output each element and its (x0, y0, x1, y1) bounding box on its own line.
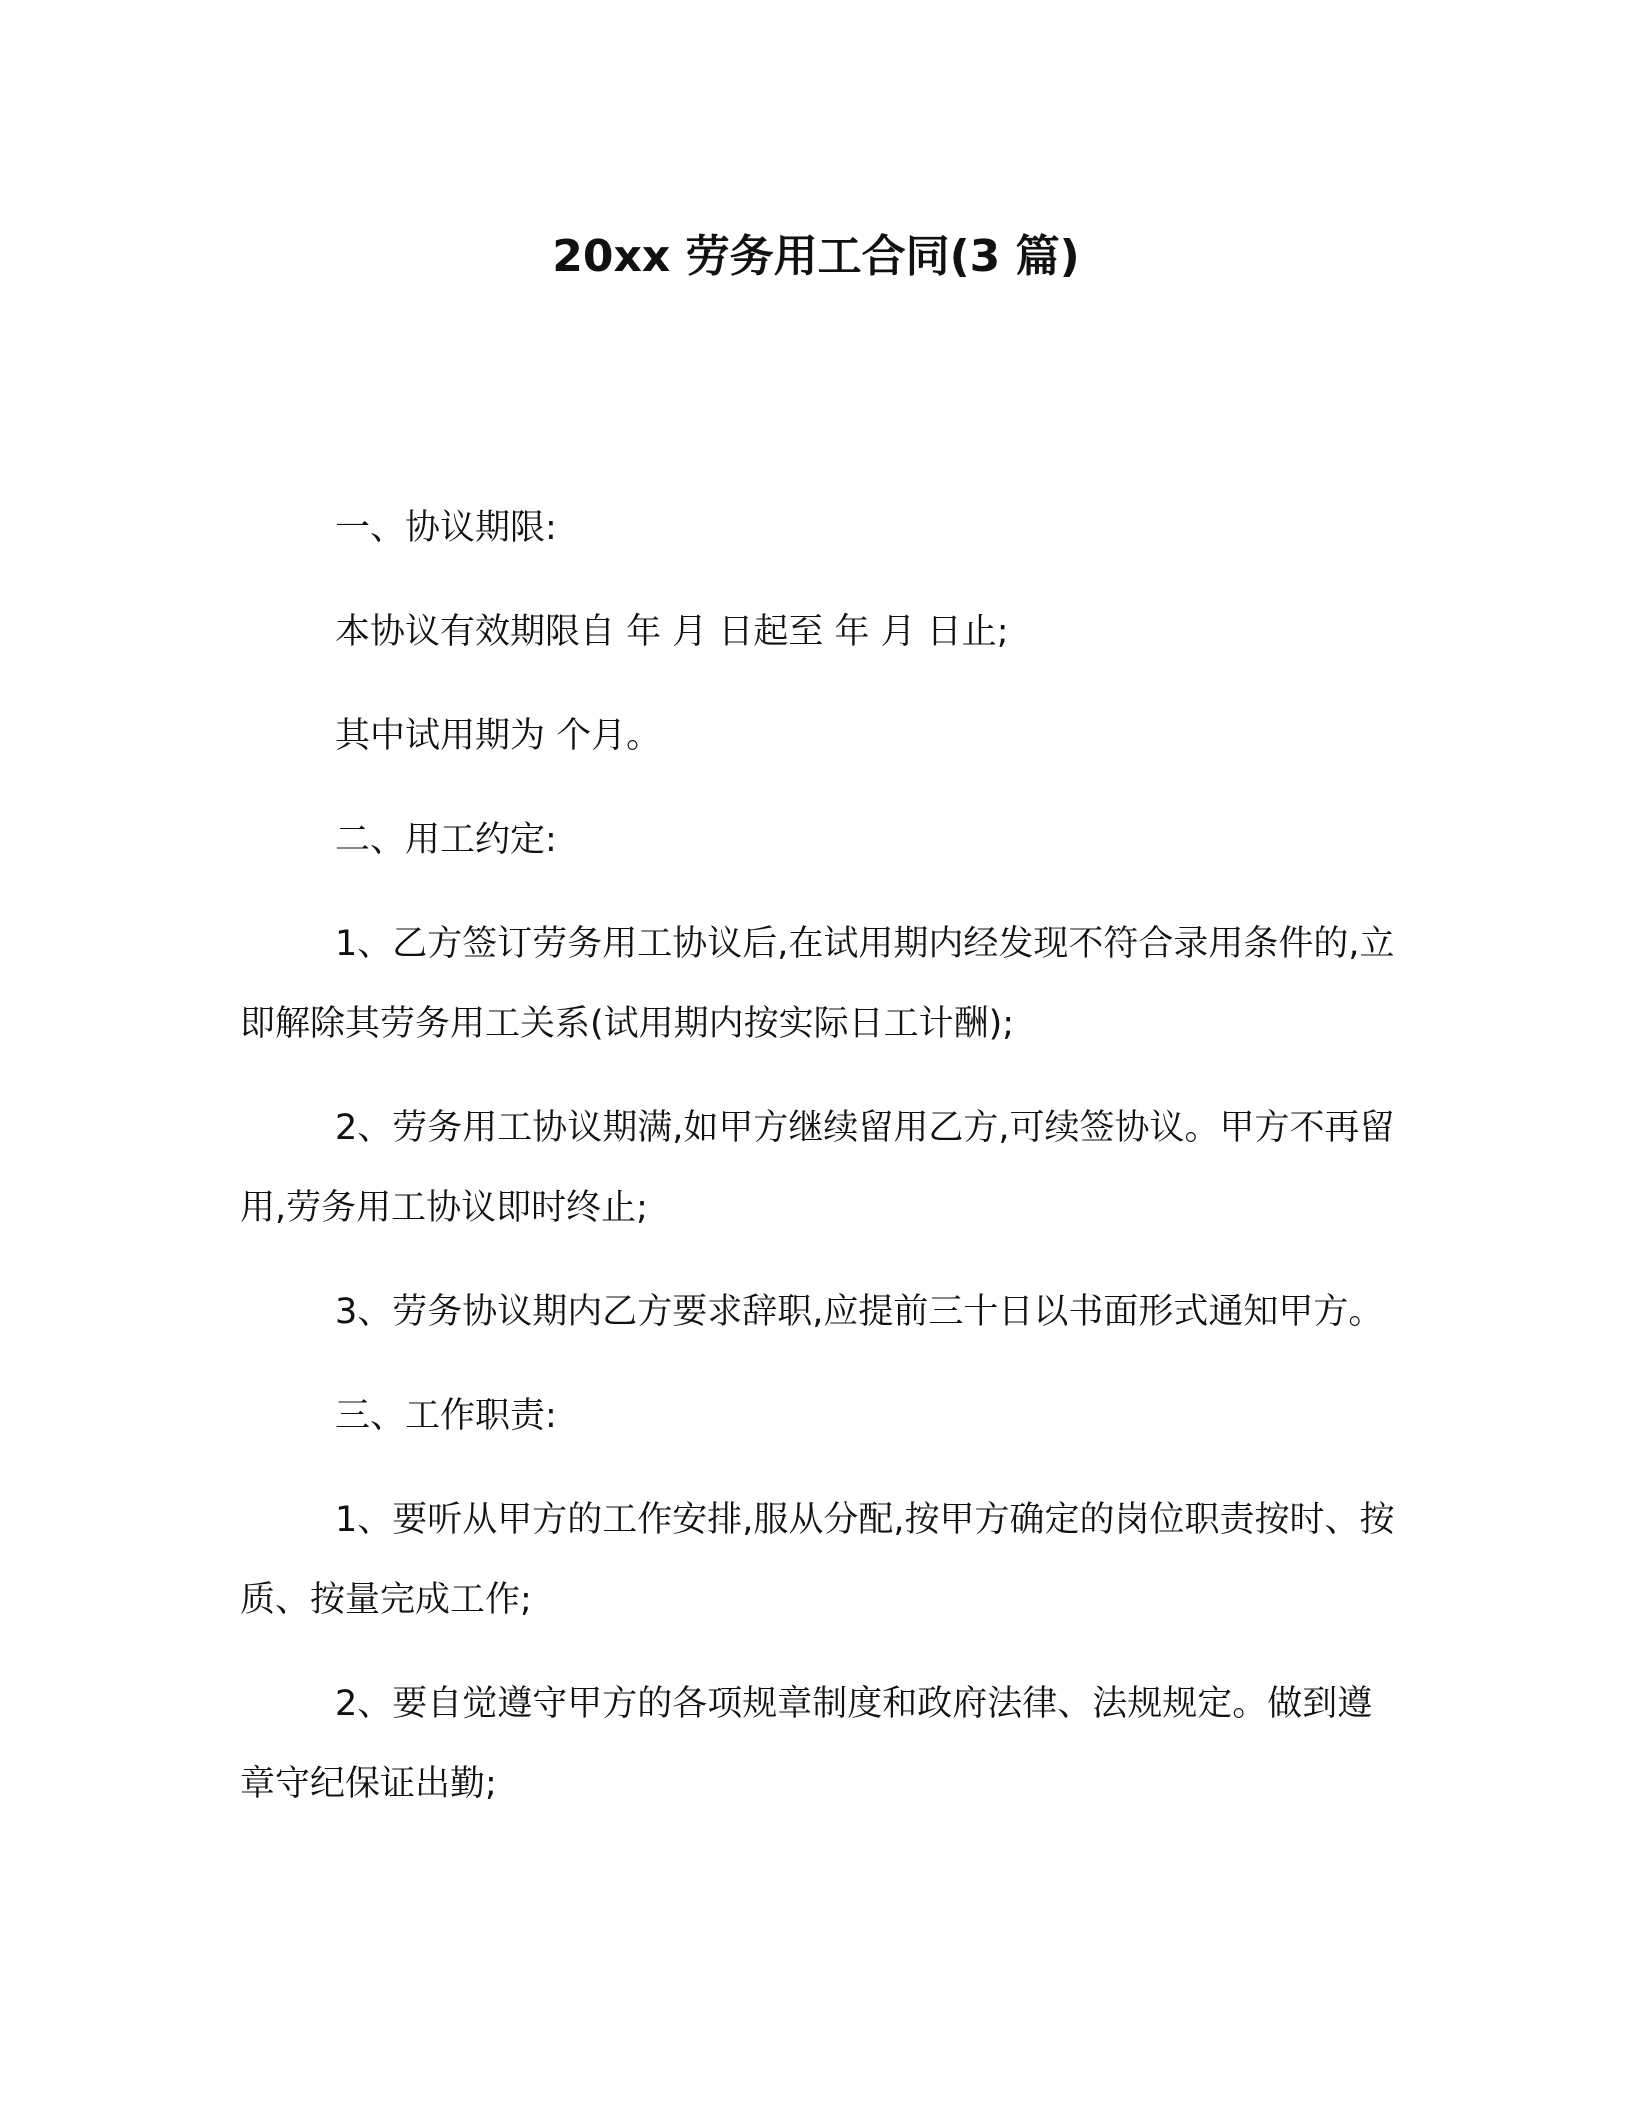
section-heading-term: 一、协议期限: (335, 508, 557, 548)
section-heading-duties: 三、工作职责: (335, 1396, 557, 1436)
paragraph-employment-1: 1、乙方签订劳务用工协议后,在试用期内经发现不符合录用条件的,立即解除其劳务用工关系(试用期内按实际日工计酬); (240, 924, 1395, 1044)
section-heading-employment: 二、用工约定: (335, 820, 557, 860)
paragraph-duties-1: 1、要听从甲方的工作安排,服从分配,按甲方确定的岗位职责按时、按质、按量完成工作; (240, 1500, 1395, 1620)
paragraph-employment-2: 2、劳务用工协议期满,如甲方继续留用乙方,可续签协议。甲方不再留用,劳务用工协议即时终止; (240, 1108, 1395, 1228)
document-title: 20xx 劳务用工合同(3 篇) (552, 231, 1080, 282)
paragraph-term-period: 本协议有效期限自 年 月 日起至 年 月 日止; (335, 612, 1009, 652)
document-body (240, 488, 1396, 1848)
paragraph-duties-2: 2、要自觉遵守甲方的各项规章制度和政府法律、法规规定。做到遵章守纪保证出勤; (240, 1684, 1373, 1804)
paragraph-probation: 其中试用期为 个月。 (335, 716, 662, 756)
paragraph-employment-3: 3、劳务协议期内乙方要求辞职,应提前三十日以书面形式通知甲方。 (335, 1292, 1384, 1332)
